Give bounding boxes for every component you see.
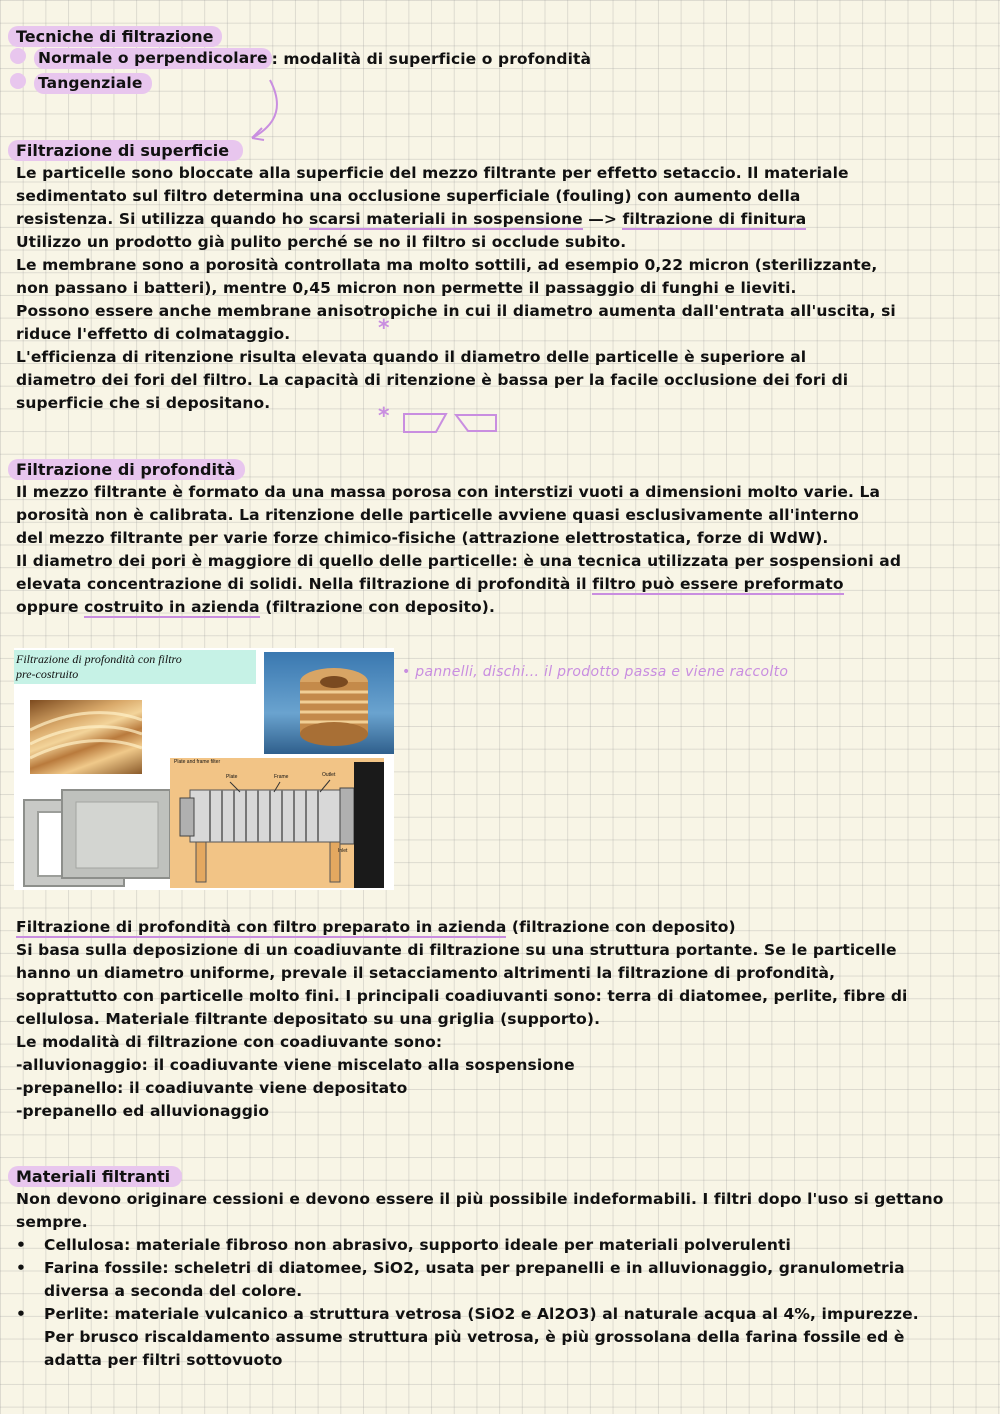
text-fragment: elevata concentrazione di solidi. Nella filtrazione di profondità il [16, 575, 593, 593]
deposit-paragraph [16, 916, 991, 1123]
text-line: Perlite: materiale vulcanico a struttura vetrosa (SiO2 e Al2O3) al naturale acqua al 4%, impurezze. [44, 1305, 919, 1323]
caption-line: pre-costruito [16, 667, 79, 681]
disc-ridges-icon [30, 700, 142, 774]
list-item [16, 1234, 991, 1257]
asterisk-icon: * [378, 316, 390, 341]
text-line: del mezzo filtrante per varie forze chimico-fisiche (attrazione elettrostatica, forze di WdW). [16, 529, 829, 547]
text-fragment: —> [582, 210, 623, 228]
membrane-shape-icon [400, 410, 500, 436]
text-line [16, 596, 991, 619]
section-title-surface: Filtrazione di superficie [8, 140, 243, 161]
materials-list [16, 1234, 991, 1372]
text-line: diversa a seconda del colore. [44, 1282, 303, 1300]
underlined-term: Filtrazione di profondità con filtro preparato in azienda [16, 918, 507, 936]
text-line: cellulosa. Materiale filtrante depositato su una griglia (supporto). [16, 1010, 601, 1028]
text-fragment: resistenza. Si utilizza quando ho [16, 210, 310, 228]
text-line: Le modalità di filtrazione con coadiuvante sono: [16, 1033, 443, 1051]
section-depth-header [8, 459, 245, 480]
text-line: diametro dei fori del filtro. La capacità di ritenzione è bassa per la facile occlusione dei fori di [16, 371, 849, 389]
text-line: sedimentato sul filtro determina una occlusione superficiale (fouling) con aumento della [16, 187, 801, 205]
text-line: Non devono originare cessioni e devono essere il più possibile indeformabili. I filtri dopo l'uso si gettano [16, 1190, 944, 1208]
text-fragment: (filtrazione con deposito) [506, 918, 736, 936]
surface-paragraph [16, 162, 991, 415]
text-line: Cellulosa: materiale fibroso non abrasivo, supporto ideale per materiali polverulenti [44, 1236, 791, 1254]
label-outlet: Outlet [322, 772, 336, 778]
plate-frame-illustration [170, 758, 384, 888]
list-item [16, 1303, 991, 1372]
label-frame: Frame [274, 774, 289, 780]
bullet-label: Normale o perpendicolare [34, 48, 272, 69]
filter-cartridge-photo [264, 652, 394, 754]
caption-line: Filtrazione di profondità con filtro [16, 652, 182, 666]
text-line: Utilizzo un prodotto già pulito perché se no il filtro si occlude subito. [16, 233, 627, 251]
bullet-icon [16, 1303, 44, 1326]
curved-arrow-icon [240, 78, 290, 146]
text-line: -prepanello: il coadiuvante viene depositato [16, 1079, 408, 1097]
text-line [16, 208, 991, 231]
text-line: L'efficienza di ritenzione risulta elevata quando il diametro delle particelle è superiore al [16, 348, 807, 366]
text-line: -prepanello ed alluvionaggio [16, 1102, 270, 1120]
section-title-depth: Filtrazione di profondità [8, 459, 245, 480]
section-surface-header [8, 140, 243, 161]
label-plate: Plate [226, 774, 238, 780]
section-title-techniques: Tecniche di filtrazione [8, 26, 222, 47]
plate-frame-title: Plate and frame filter [174, 759, 221, 765]
filter-plate-photo [22, 786, 172, 888]
bullet-icon [10, 48, 26, 64]
bullet-label: Tangenziale [34, 73, 152, 94]
text-line: Per brusco riscaldamento assume struttura più vetrosa, è più grossolana della farina fossile ed è [44, 1328, 905, 1346]
text-line: Possono essere anche membrane anisotropiche in cui il diametro aumenta dall'entrata all'uscita, si [16, 302, 896, 320]
filter-figure [14, 648, 394, 890]
text-fragment: (filtrazione con deposito). [259, 598, 495, 616]
underlined-term: filtrazione di finitura [622, 210, 807, 228]
text-line: soprattutto con particelle molto fini. I principali coadiuvanti sono: terra di diatomee, perlite, fibre di [16, 987, 908, 1005]
filter-discs-photo [30, 700, 142, 774]
text-line [16, 573, 991, 596]
text-line: riduce l'effetto di colmataggio. [16, 325, 291, 343]
list-item [16, 1257, 991, 1303]
text-line: Il diametro dei pori è maggiore di quello delle particelle: è una tecnica utilizzata per sospensioni ad [16, 552, 902, 570]
text-line: Le particelle sono bloccate alla superficie del mezzo filtrante per effetto setaccio. Il materiale [16, 164, 849, 182]
cartridge-icon [264, 652, 394, 754]
bullet-icon [16, 1234, 44, 1257]
text-line: Farina fossile: scheletri di diatomee, SiO2, usata per prepanelli e in alluvionaggio, granulometria [44, 1259, 905, 1277]
plate-icon [22, 786, 172, 888]
handwritten-note: • pannelli, dischi... il prodotto passa e viene raccolto [402, 664, 789, 680]
text-line: non passano i batteri), mentre 0,45 micron non permette il passaggio di funghi e lieviti. [16, 279, 797, 297]
text-line: Le membrane sono a porosità controllata ma molto sottili, ad esempio 0,22 micron (sterilizzante, [16, 256, 878, 274]
text-line: sempre. [16, 1213, 88, 1231]
list-item [10, 73, 591, 94]
asterisk-icon: * [378, 404, 390, 429]
text-line: superficie che si depositano. [16, 394, 271, 412]
techniques-list [10, 48, 591, 94]
list-item [10, 48, 591, 71]
text-line: Il mezzo filtrante è formato da una massa porosa con interstizi vuoti a dimensioni molto varie. La [16, 483, 881, 501]
bullet-icon [10, 73, 26, 89]
text-line: adatta per filtri sottovuoto [44, 1351, 283, 1369]
underlined-term: costruito in azienda [84, 598, 260, 616]
section-techniques [8, 26, 222, 47]
text-line: -alluvionaggio: il coadiuvante viene miscelato alla sospensione [16, 1056, 575, 1074]
figure-caption [14, 650, 256, 684]
section-title-materials: Materiali filtranti [8, 1166, 182, 1187]
text-line: porosità non è calibrata. La ritenzione delle particelle avviene quasi esclusivamente all'interno [16, 506, 859, 524]
materials-paragraph [16, 1188, 991, 1234]
text-line: Si basa sulla deposizione di un coadiuvante di filtrazione su una struttura portante. Se le particelle [16, 941, 897, 959]
underlined-term: scarsi materiali in sospensione [309, 210, 583, 228]
bullet-text: : modalità di superficie o profondità [271, 50, 592, 68]
text-fragment: oppure [16, 598, 85, 616]
text-line [16, 916, 991, 939]
text-line: hanno un diametro uniforme, prevale il setacciamento altrimenti la filtrazione di profondità, [16, 964, 836, 982]
depth-paragraph [16, 481, 991, 619]
label-inlet: Inlet [338, 848, 348, 854]
underlined-term: filtro può essere preformato [592, 575, 844, 593]
section-materials-header [8, 1166, 182, 1187]
bullet-icon [16, 1257, 44, 1280]
